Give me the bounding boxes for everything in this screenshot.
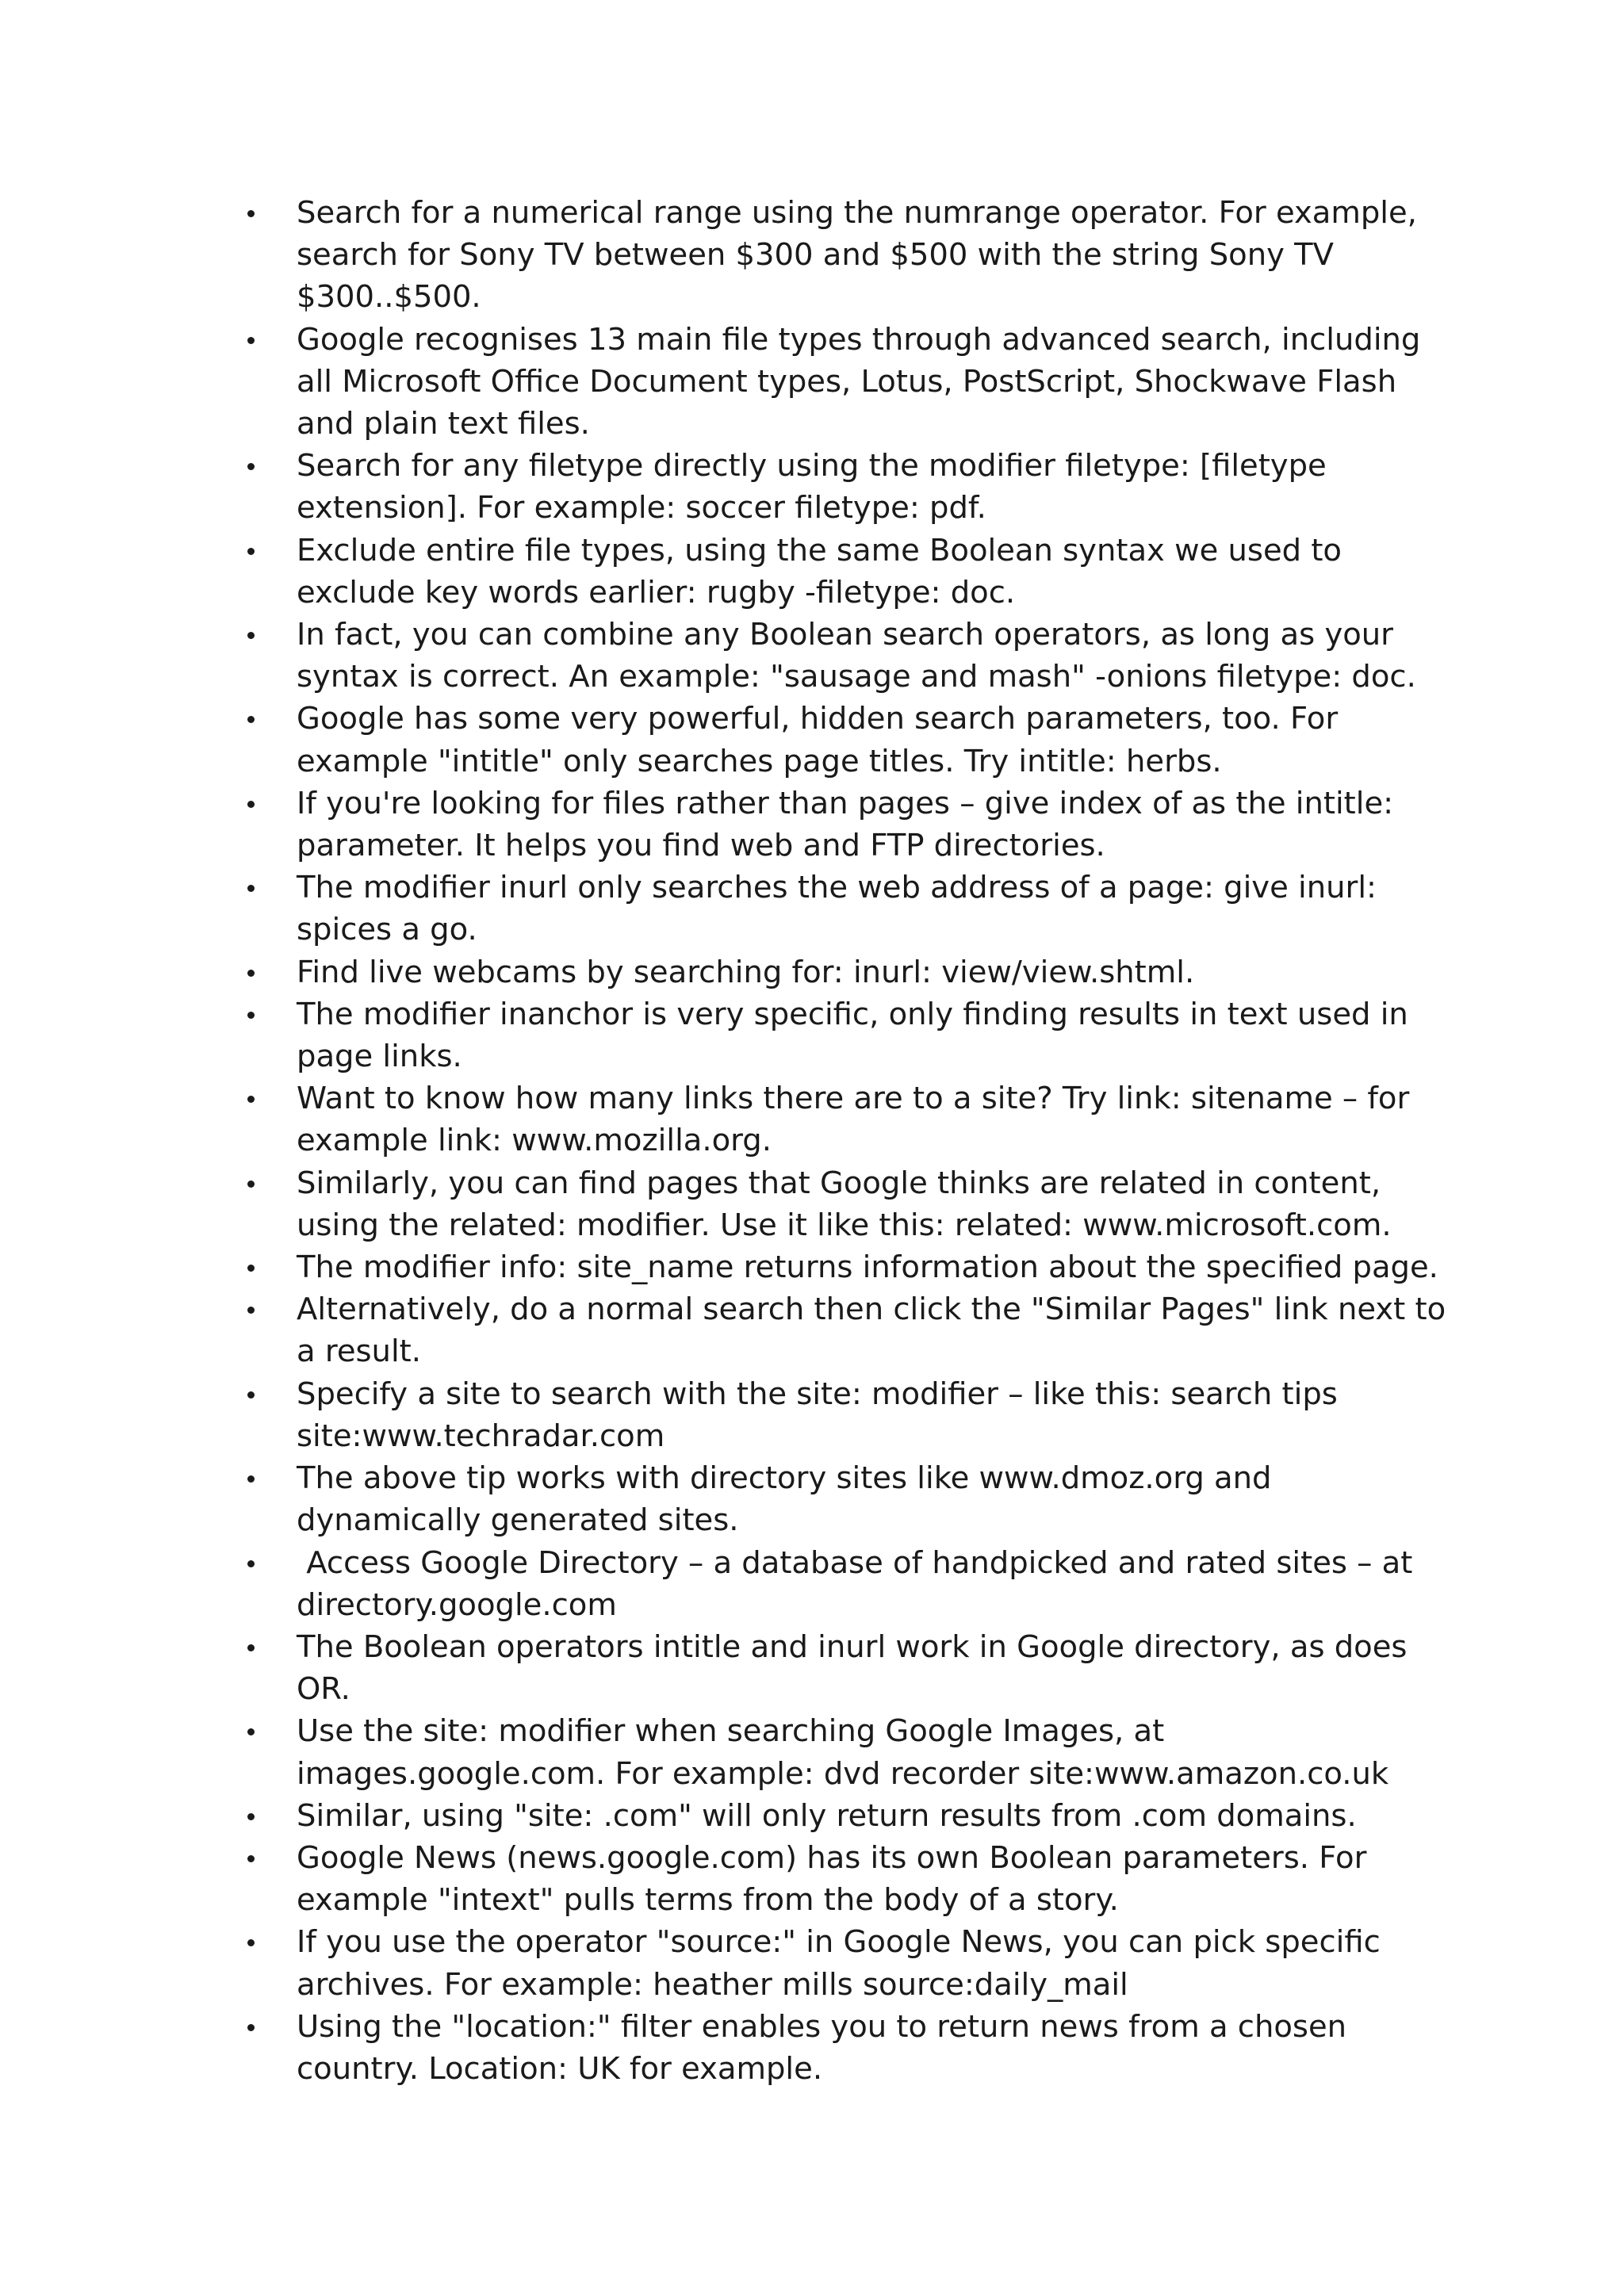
list-item xyxy=(244,1795,1450,1837)
list-item xyxy=(244,1288,1456,1372)
list-item xyxy=(244,783,1450,867)
list-item-text: The modifier inanchor is very specific, only finding results in text used in page links. xyxy=(297,996,1419,1075)
bullet-icon xyxy=(247,1181,255,1188)
list-item-text: In fact, you can combine any Boolean search operators, as long as your syntax is correct. An example: "sausage and mash" -onions filetype: doc. xyxy=(297,617,1416,695)
list-item xyxy=(244,1373,1450,1457)
list-item xyxy=(244,1921,1450,2005)
bullet-icon xyxy=(247,2024,255,2031)
bullet-icon xyxy=(247,885,255,892)
list-item-text: Using the "location:" filter enables you to return news from a chosen country. Location: UK for example. xyxy=(297,2008,1357,2087)
list-item-text: Find live webcams by searching for: inurl: view/view.shtml. xyxy=(297,954,1195,990)
list-item xyxy=(244,614,1450,698)
list-item xyxy=(244,192,1450,319)
list-item xyxy=(244,1837,1450,1921)
list-item-text: The above tip works with directory sites like www.dmoz.org and dynamically generated sites. xyxy=(297,1460,1281,1539)
list-item-text: Exclude entire file types, using the same Boolean syntax we used to exclude key words earlier: rugby -filetype: doc. xyxy=(297,532,1352,610)
bullet-icon xyxy=(247,632,255,639)
bullet-icon xyxy=(247,1644,255,1651)
list-item xyxy=(244,1246,1450,1288)
bullet-icon xyxy=(247,1012,255,1019)
list-item xyxy=(244,698,1450,782)
bullet-icon xyxy=(247,210,255,217)
list-item-text: Google recognises 13 main file types through advanced search, including all Microsoft Office Document types, Lotus, PostScript, Shockwave Flash and plain text files. xyxy=(297,321,1431,442)
list-item-text: Google News (news.google.com) has its own Boolean parameters. For example "intext" pulls terms from the body of a story. xyxy=(297,1839,1377,1919)
list-item-text: Similar, using "site: .com" will only return results from .com domains. xyxy=(297,1797,1357,1834)
list-item-text: The modifier info: site_name returns information about the specified page. xyxy=(297,1249,1438,1286)
bullet-icon xyxy=(247,463,255,470)
list-item-text: The modifier inurl only searches the web address of a page: give inurl: spices a go. xyxy=(297,870,1387,948)
list-item-text: Want to know how many links there are to a site? Try link: sitename – for example link: www.mozilla.org. xyxy=(297,1081,1419,1159)
list-item-text: Specify a site to search with the site: modifier – like this: search tips site:www.techradar.com xyxy=(297,1376,1348,1454)
bullet-icon xyxy=(247,716,255,723)
bullet-icon xyxy=(247,1855,255,1862)
list-item-text: Google has some very powerful, hidden search parameters, too. For example "intitle" only searches page titles. Try intitle: herbs. xyxy=(297,701,1348,779)
list-item xyxy=(244,1626,1450,1710)
bullet-icon xyxy=(247,1560,255,1567)
list-item-text: Access Google Directory – a database of handpicked and rated sites – at directory.google.com xyxy=(297,1544,1423,1623)
list-item-text: Search for a numerical range using the numrange operator. For example, search for Sony TV between $300 and $500 with the string Sony TV $300..$500. xyxy=(297,195,1427,316)
bullet-icon xyxy=(247,1096,255,1103)
bullet-icon xyxy=(247,970,255,977)
bullet-icon xyxy=(247,1475,255,1483)
list-item xyxy=(244,2006,1450,2090)
bullet-icon xyxy=(247,1939,255,1946)
list-item-text: Search for any filetype directly using the modifier filetype: [filetype extension]. For example: soccer filetype: pdf. xyxy=(297,448,1336,526)
list-item xyxy=(244,319,1450,446)
list-item-text: Similarly, you can find pages that Google thinks are related in content, using the related: modifier. Use it like this: related: www.microsoft.com. xyxy=(297,1165,1392,1243)
list-item-text: The Boolean operators intitle and inurl work in Google directory, as does OR. xyxy=(297,1628,1417,1708)
list-item xyxy=(244,1077,1450,1161)
bullet-icon xyxy=(247,1728,255,1735)
list-item-text: Alternatively, do a normal search then click the "Similar Pages" link next to a result. xyxy=(297,1292,1456,1370)
list-item xyxy=(244,1710,1450,1794)
bullet-icon xyxy=(247,801,255,808)
list-item-text: Use the site: modifier when searching Google Images, at images.google.com. For example: dvd recorder site:www.amazon.co.uk xyxy=(297,1713,1389,1792)
bullet-icon xyxy=(247,1265,255,1272)
list-item xyxy=(244,530,1450,614)
bullet-icon xyxy=(247,1391,255,1399)
bullet-icon xyxy=(247,337,255,344)
bullet-list xyxy=(244,192,1456,2090)
bullet-icon xyxy=(247,548,255,555)
list-item xyxy=(244,1542,1450,1626)
list-item xyxy=(244,1162,1450,1246)
list-item-text: If you use the operator "source:" in Google News, you can pick specific archives. For example: heather mills source:daily_mail xyxy=(297,1924,1390,2003)
list-item-text: If you're looking for files rather than pages – give index of as the intitle: parameter. It helps you find web and FTP directories. xyxy=(297,785,1404,864)
list-item xyxy=(244,1457,1450,1541)
list-item xyxy=(244,867,1450,951)
bullet-icon xyxy=(247,1813,255,1820)
list-item xyxy=(244,993,1450,1077)
list-item xyxy=(244,951,1450,993)
list-item xyxy=(244,445,1450,529)
bullet-icon xyxy=(247,1307,255,1314)
